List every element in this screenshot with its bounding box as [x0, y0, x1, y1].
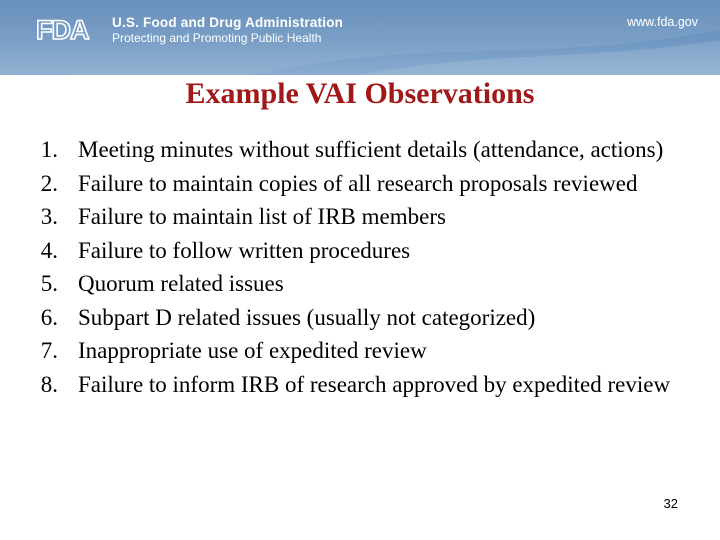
list-item: [22, 136, 682, 163]
list-item-text: Meeting minutes without sufficient details (attendance, actions): [78, 137, 664, 162]
agency-block: [112, 14, 343, 46]
list-item-text: Failure to maintain list of IRB members: [78, 204, 446, 229]
list-item-text: Inappropriate use of expedited review: [78, 338, 427, 363]
banner-wave-decoration: [0, 0, 720, 75]
list-item-text: Failure to inform IRB of research approved by expedited review: [78, 371, 671, 397]
list-item-text: Failure to follow written procedures: [78, 237, 411, 263]
observations-list: [22, 136, 682, 404]
list-item-number: 7.: [40, 338, 58, 363]
website-url: www.fda.gov: [627, 15, 698, 29]
header-banner: [0, 0, 720, 75]
list-item: [22, 304, 682, 331]
list-item: [22, 371, 682, 398]
list-item-text: Subpart D related issues (usually not categorized): [78, 304, 536, 330]
list-item-number: 1.: [40, 137, 58, 162]
agency-name: U.S. Food and Drug Administration: [112, 15, 344, 30]
list-item-number: 2.: [40, 170, 58, 196]
list-item-number: 4.: [40, 237, 58, 263]
list-item: [22, 170, 682, 197]
list-item-number: 5.: [40, 271, 58, 296]
page-number: 32: [663, 496, 678, 511]
fda-logo: [36, 16, 104, 42]
list-item: [22, 237, 682, 264]
list-item-text: Failure to maintain copies of all research proposals reviewed: [78, 170, 638, 196]
list-item-text: Quorum related issues: [78, 271, 284, 296]
list-item: [22, 203, 682, 230]
slide-title: Example VAI Observations: [185, 77, 535, 110]
agency-tagline: Protecting and Promoting Public Health: [112, 31, 322, 45]
svg-text:FDA: FDA: [36, 16, 89, 42]
list-item-number: 6.: [40, 304, 58, 330]
list-item: [22, 270, 682, 297]
list-item-number: 3.: [40, 204, 58, 229]
list-item: [22, 337, 682, 364]
list-item-number: 8.: [40, 371, 58, 397]
